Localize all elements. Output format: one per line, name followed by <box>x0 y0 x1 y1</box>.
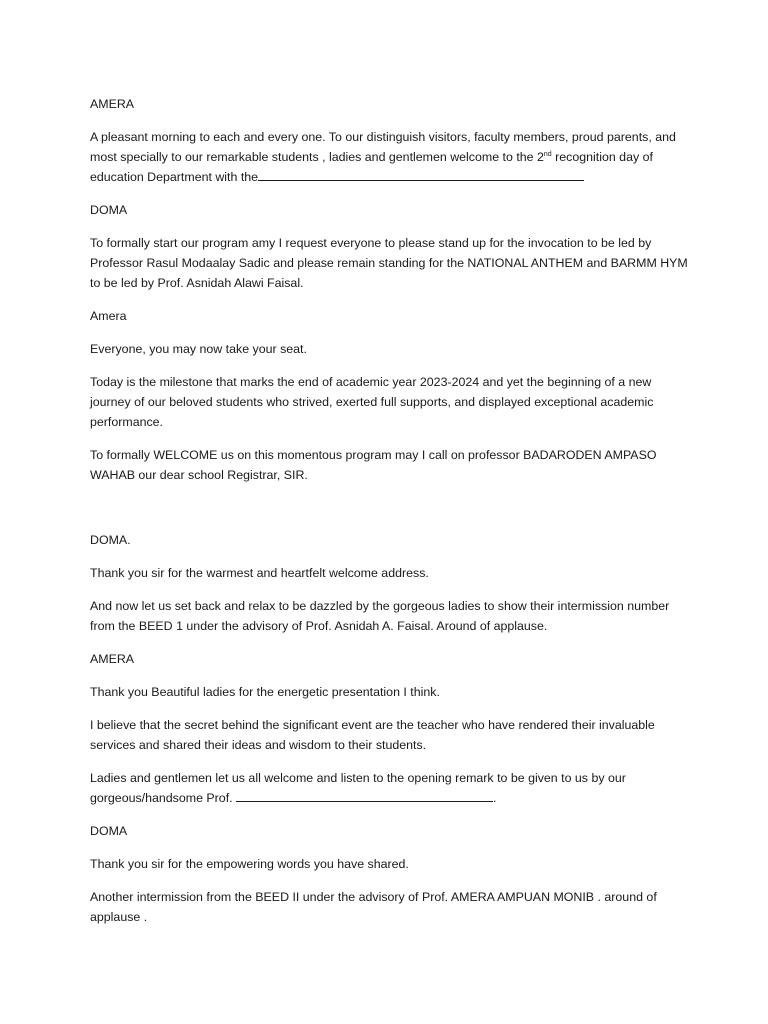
greeting-tail: recognition day of education Department with the <box>90 150 653 184</box>
ordinal-suffix: nd <box>543 151 552 158</box>
paragraph-teachers: I believe that the secret behind the significant event are the teacher who have rendered their invaluable services and shared their ideas and wisdom to their students. <box>90 718 655 752</box>
paragraph-opening-remark <box>90 768 688 808</box>
paragraph-welcome-call: To formally WELCOME us on this momentous program may I call on professor BADARODEN AMPASO WAHAB our dear school Registrar, SIR. <box>90 448 657 482</box>
opening-remark-text: Ladies and gentlemen let us all welcome and listen to the opening remark to be given to us by our gorgeous/handsome Prof. <box>90 771 626 805</box>
paragraph-thanks-words: Thank you sir for the empowering words you have shared. <box>90 857 409 871</box>
paragraph-thanks-welcome: Thank you sir for the warmest and heartfelt welcome address. <box>90 566 429 580</box>
paragraph-greeting <box>90 127 688 187</box>
paragraph-seat: Everyone, you may now take your seat. <box>90 342 307 356</box>
paragraph-intermission-2: Another intermission from the BEED II under the advisory of Prof. AMERA AMPUAN MONIB . around of applause . <box>90 890 657 924</box>
speaker-label: DOMA <box>90 203 128 217</box>
paragraph-intermission-1: And now let us set back and relax to be dazzled by the gorgeous ladies to show their intermission number from the BEED 1 under the advisory of Prof. Asnidah A. Faisal. Around of applause. <box>90 599 670 633</box>
section-spacer <box>90 498 688 530</box>
speaker-label: AMERA <box>90 97 135 111</box>
fill-in-blank <box>236 788 493 802</box>
speaker-label: Amera <box>90 309 127 323</box>
speaker-label: DOMA. <box>90 533 131 547</box>
paragraph-milestone: Today is the milestone that marks the end of academic year 2023-2024 and yet the beginning of a new journey of our beloved students who strived, exerted full supports, and displayed exceptional academic performance. <box>90 375 654 429</box>
paragraph-thanks-ladies: Thank you Beautiful ladies for the energetic presentation I think. <box>90 685 440 699</box>
speaker-label: DOMA <box>90 824 128 838</box>
greeting-text: A pleasant morning to each and every one. To our distinguish visitors, faculty members, proud parents, and most specially to our remarkable students , ladies and gentlemen welcome to the 2 <box>90 130 676 164</box>
period: . <box>493 791 497 805</box>
paragraph-invocation: To formally start our program amy I request everyone to please stand up for the invocation to be led by Professor Rasul Modaalay Sadic and please remain standing for the NATIONAL ANTHEM and BARMM HYM to be led by Prof. Asnidah Alawi Faisal. <box>90 236 688 290</box>
speaker-label: AMERA <box>90 652 135 666</box>
fill-in-blank <box>258 167 584 181</box>
